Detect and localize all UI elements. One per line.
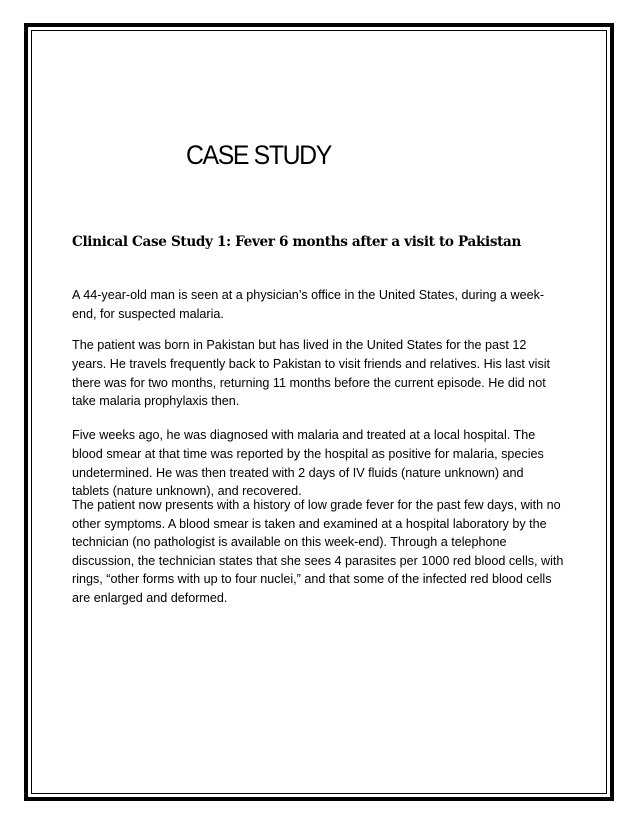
paragraph-background: The patient was born in Pakistan but has lived in the United States for the past 12 years. He travels frequently back to Pakistan to visit friends and relatives. His last visit there was for two months, returning 11 months before the current episode. He did not take malaria prophylaxis then.: [72, 338, 551, 409]
paragraph-presentation: The patient now presents with a history of low grade fever for the past few days, with no other symptoms. A blood smear is taken and examined at a hospital laboratory by the technician (no pathologist is available on this week-end). Through a telephone discussion, the technician states that she sees 4 parasites per 1000 red blood cells, with rings, “other forms with up to four nuclei,” and that some of the infected red blood cells are enlarged and deformed.: [72, 498, 564, 605]
paragraph-history: Five weeks ago, he was diagnosed with malaria and treated at a local hospital. The blood smear at that time was reported by the hospital as positive for malaria, species undetermined. He was then treated with 2 days of IV fluids (nature unknown) and tablets (nature unknown), and recovered.: [72, 428, 544, 499]
paragraph-intro: A 44-year-old man is seen at a physician’s office in the United States, during a week-end, for suspected malaria.: [72, 288, 545, 321]
case-study-title: CASE STUDY: [186, 140, 331, 170]
case-heading: Clinical Case Study 1: Fever 6 months after a visit to Pakistan: [72, 234, 522, 250]
